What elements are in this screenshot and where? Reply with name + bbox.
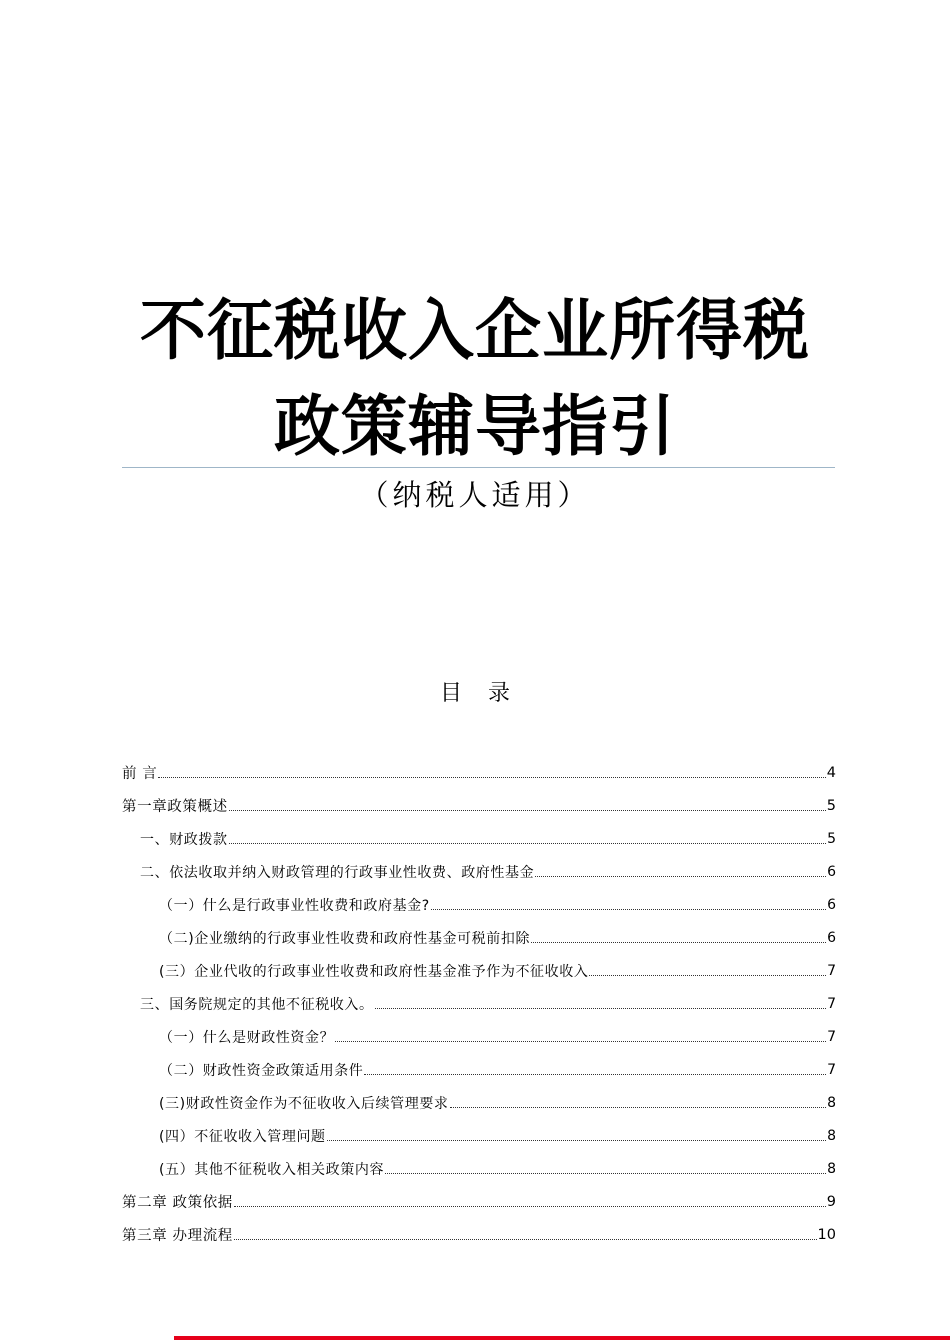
- toc-entry-page: 6: [827, 896, 836, 913]
- toc-dot-leader: [234, 1204, 826, 1207]
- toc-entry[interactable]: [122, 756, 836, 789]
- toc-entry-page: 6: [827, 863, 836, 880]
- toc-entry-page: 8: [827, 1094, 836, 1111]
- document-subtitle: （纳税人适用）: [359, 478, 591, 512]
- toc-entry-page: 6: [827, 929, 836, 946]
- toc-entry[interactable]: [122, 1053, 836, 1086]
- toc-entry-title: （一）什么是行政事业性收费和政府基金?: [159, 897, 430, 914]
- toc-entry[interactable]: [122, 1218, 836, 1251]
- document-title-line-1: 不征税收入企业所得税: [140, 291, 810, 369]
- toc-dot-leader: [450, 1105, 827, 1108]
- toc-dot-leader: [229, 841, 826, 844]
- toc-entry-title: (三）企业代收的行政事业性收费和政府性基金准予作为不征收收入: [159, 963, 589, 980]
- toc-entry-title: (五）其他不征税收入相关政策内容: [159, 1161, 385, 1178]
- toc-entry[interactable]: [122, 1086, 836, 1119]
- toc-entry[interactable]: [122, 789, 836, 822]
- toc-entry-page: 7: [827, 962, 836, 979]
- toc-dot-leader: [375, 1006, 826, 1009]
- toc-entry-title: (四）不征收收入管理问题: [159, 1128, 326, 1145]
- toc-dot-leader: [229, 808, 826, 811]
- footer-accent-bar: [174, 1336, 950, 1340]
- toc-dot-leader: [385, 1171, 826, 1174]
- toc-dot-leader: [158, 775, 825, 778]
- toc-entry[interactable]: [122, 1020, 836, 1053]
- toc-entry[interactable]: [122, 855, 836, 888]
- toc-entry[interactable]: [122, 822, 836, 855]
- toc-entry-page: 5: [826, 797, 836, 814]
- toc-entry-page: 7: [827, 1061, 836, 1078]
- toc-entry-title: 二、依法收取并纳入财政管理的行政事业性收费、政府性基金: [140, 864, 535, 881]
- toc-entry[interactable]: [122, 1185, 836, 1218]
- toc-dot-leader: [364, 1072, 826, 1075]
- toc-entry-page: 10: [817, 1226, 836, 1243]
- toc-entry[interactable]: [122, 888, 836, 921]
- document-title-line-2: 政策辅导指引: [274, 387, 676, 465]
- toc-entry-title: （二）财政性资金政策适用条件: [159, 1062, 364, 1079]
- toc-entry-page: 5: [827, 830, 836, 847]
- title-divider: [122, 467, 835, 468]
- toc-entry-title: 一、财政拨款: [140, 831, 228, 848]
- toc-entry-title: （二)企业缴纳的行政事业性收费和政府性基金可税前扣除: [159, 930, 531, 947]
- toc-entry-page: 7: [827, 1028, 836, 1045]
- toc-entry-title: 第三章 办理流程: [122, 1228, 233, 1244]
- toc-entry[interactable]: [122, 954, 836, 987]
- toc-entry[interactable]: [122, 921, 836, 954]
- toc-dot-leader: [234, 1237, 817, 1240]
- toc-dot-leader: [589, 973, 826, 976]
- toc-entry-title: (三)财政性资金作为不征收收入后续管理要求: [159, 1095, 449, 1112]
- toc-entry-title: 三、国务院规定的其他不征税收入。: [140, 996, 374, 1013]
- toc-heading: 目录: [439, 681, 536, 706]
- toc-entry[interactable]: [122, 1119, 836, 1152]
- toc-entry-page: 4: [826, 764, 836, 781]
- toc-entry-title: 前 言: [122, 766, 158, 782]
- toc-entry-title: 第二章 政策依据: [122, 1195, 233, 1211]
- toc-entry[interactable]: [122, 987, 836, 1020]
- toc-entry-page: 9: [826, 1193, 836, 1210]
- toc-dot-leader: [327, 1138, 826, 1141]
- toc-entry-title: 第一章政策概述: [122, 799, 228, 815]
- toc-entry-title: （一）什么是财政性资金？: [159, 1029, 335, 1046]
- toc-dot-leader: [535, 874, 826, 877]
- toc-entry-page: 8: [827, 1127, 836, 1144]
- toc-dot-leader: [531, 940, 826, 943]
- toc-dot-leader: [335, 1039, 826, 1042]
- toc-dot-leader: [431, 907, 826, 910]
- toc-entry[interactable]: [122, 1152, 836, 1185]
- toc-entry-page: 8: [827, 1160, 836, 1177]
- toc-entry-page: 7: [827, 995, 836, 1012]
- table-of-contents: [122, 756, 836, 1251]
